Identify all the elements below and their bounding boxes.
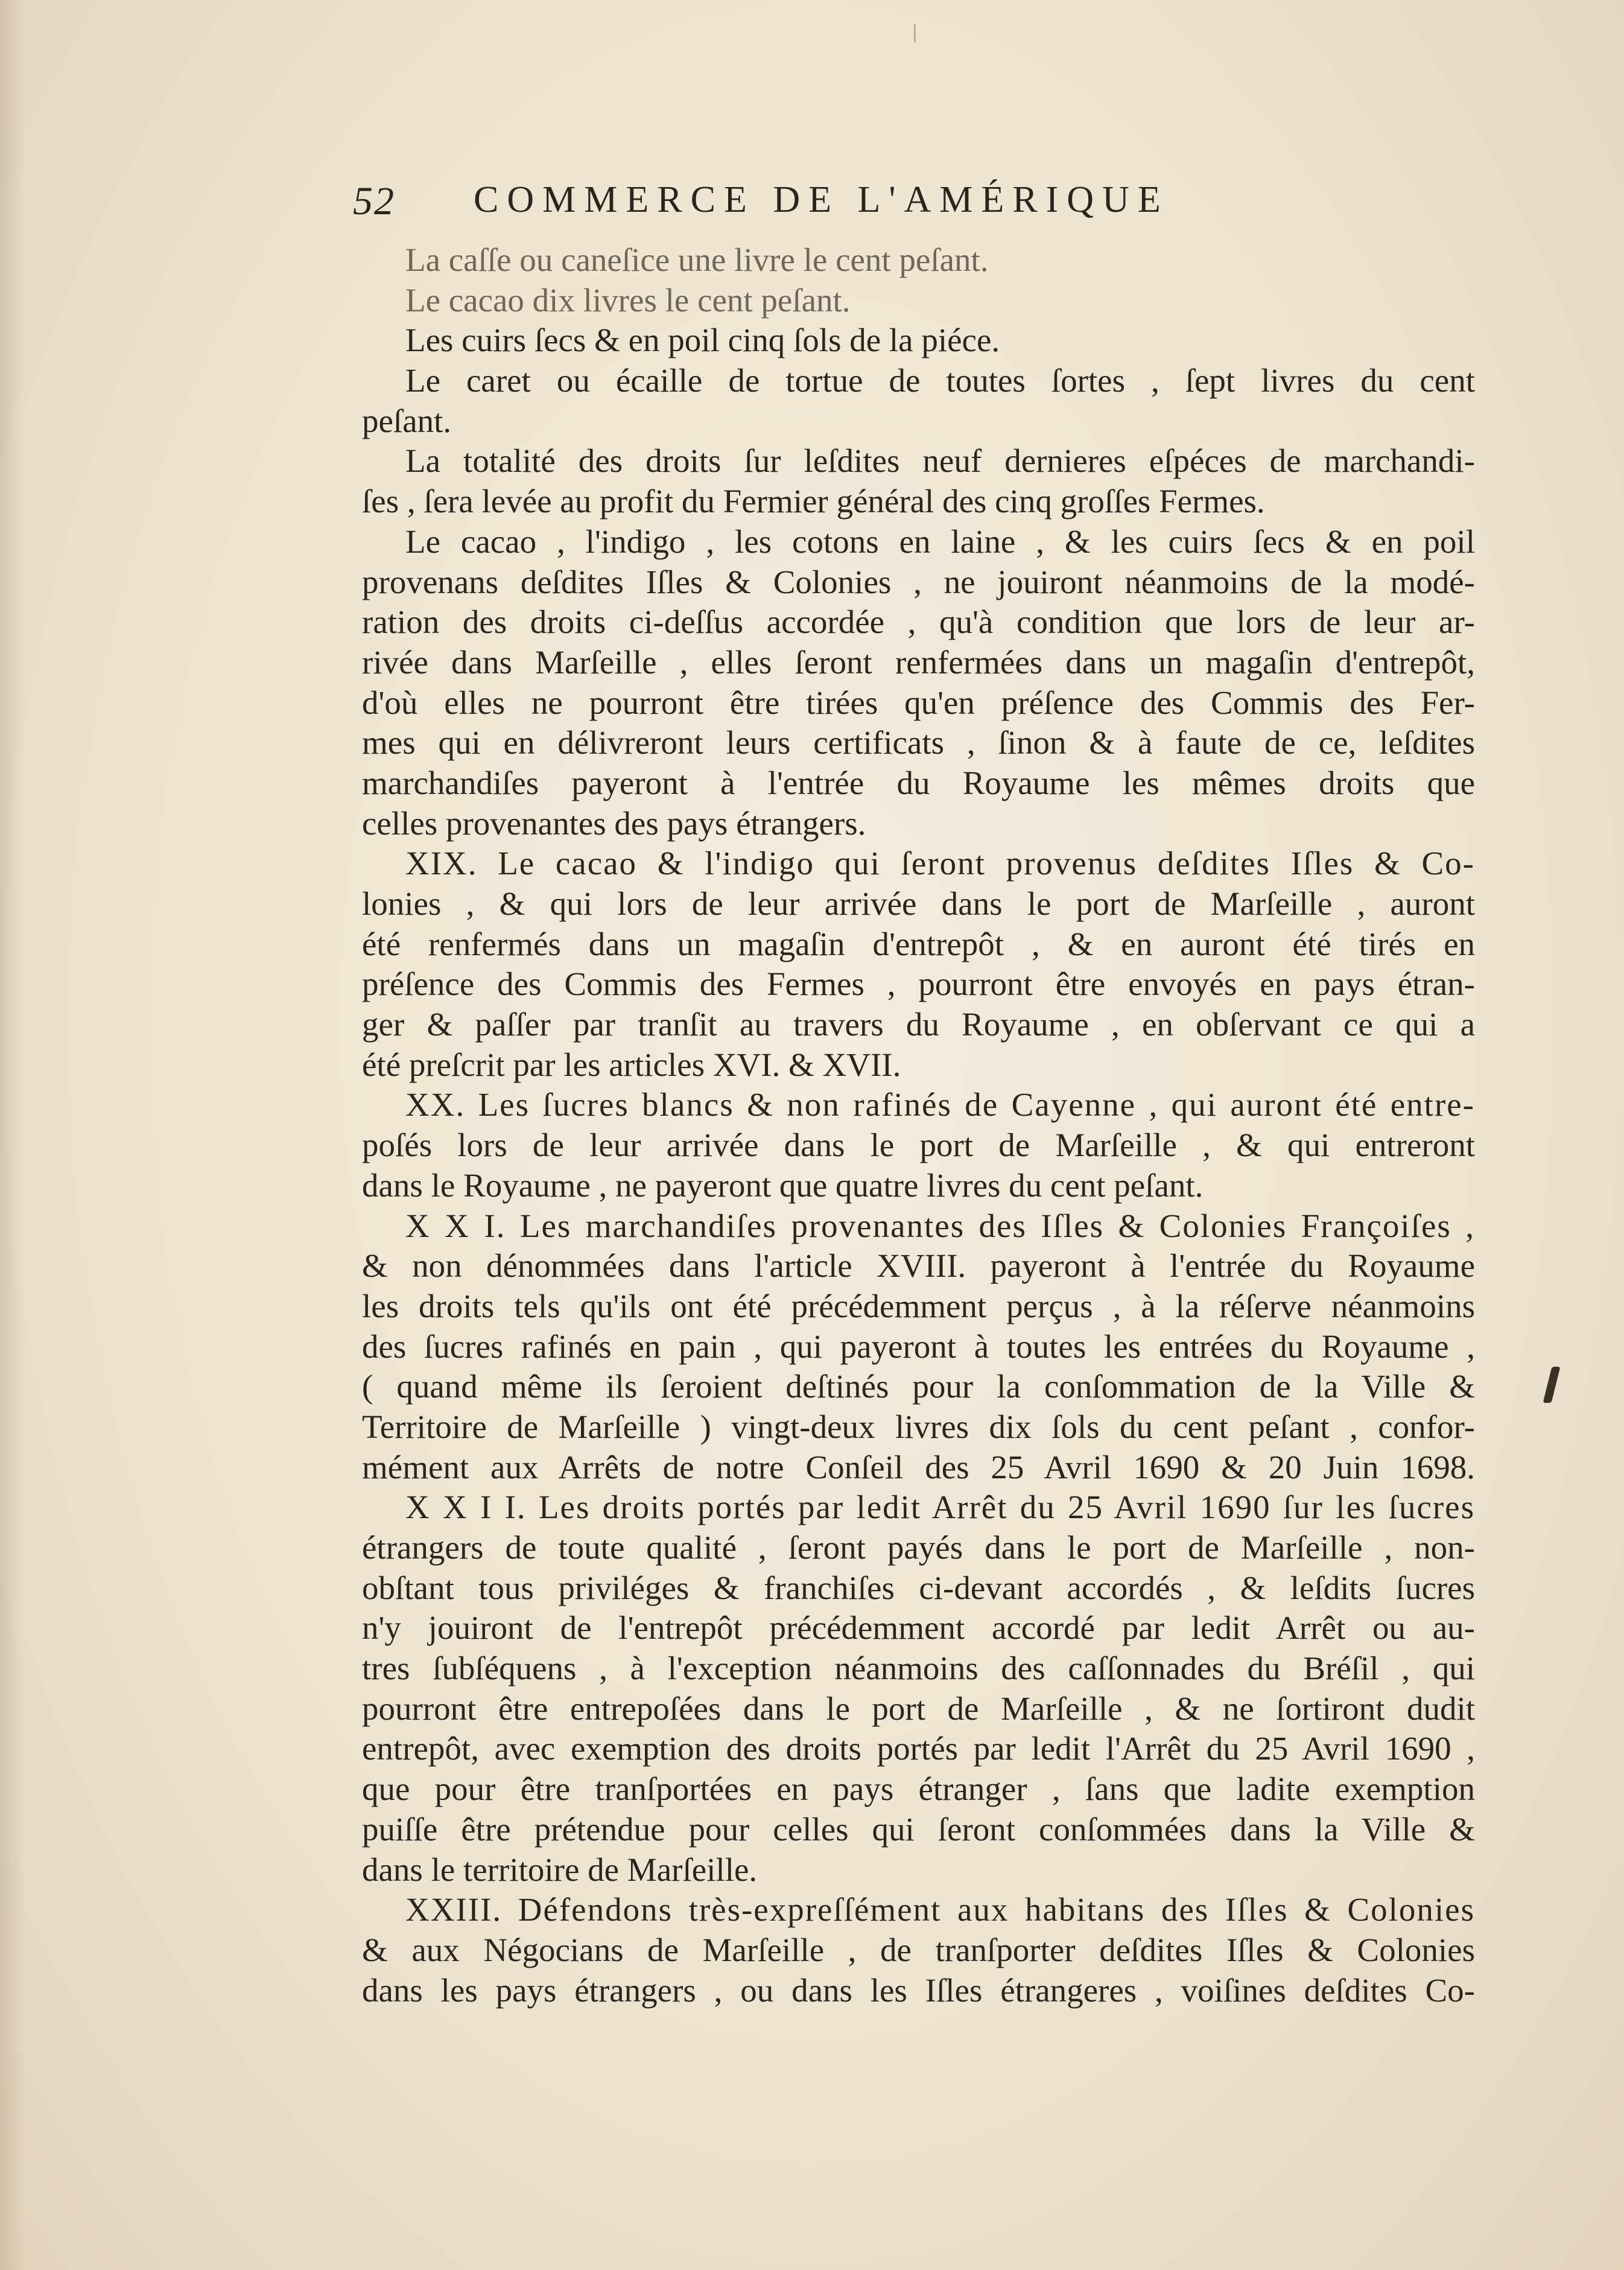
text-line: X X I. Les marchandiſes provenantes des Iſles & Colonies Françoiſes , — [405, 1207, 1475, 1244]
text-line: ger & paſſer par tranſit au travers du Royaume , en obſervant ce qui a — [362, 1006, 1475, 1043]
text-line: Le cacao dix livres le cent peſant. — [405, 281, 851, 319]
margin-ink-mark — [1543, 1367, 1561, 1403]
text-line: XX. Les ſucres blancs & non rafinés de Cayenne , qui auront été entre- — [405, 1086, 1475, 1124]
text-line: dans le territoire de Marſeille. — [362, 1851, 758, 1888]
text-line: ( quand même ils ſeroient deſtinés pour la conſommation de la Ville & — [362, 1368, 1475, 1405]
text-line: pourront être entrepoſées dans le port de Marſeille , & ne ſortiront dudit — [362, 1690, 1475, 1727]
running-title: COMMERCE DE L'AMÉRIQUE — [474, 179, 1169, 220]
text-line: ſes , ſera levée au profit du Fermier général des cinq groſſes Fermes. — [362, 483, 1265, 520]
text-line: Le cacao , l'indigo , les cotons en laine , & les cuirs ſecs & en poil — [405, 523, 1475, 560]
text-line: entrepôt, avec exemption des droits portés par ledit l'Arrêt du 25 Avril 1690 , — [362, 1730, 1475, 1767]
text-line: puiſſe être prétendue pour celles qui ſeront conſommées dans la Ville & — [362, 1810, 1475, 1848]
text-line: marchandiſes payeront à l'entrée du Royaume les mêmes droits que — [362, 764, 1475, 801]
page-fold-shadow — [0, 0, 24, 2270]
text-line: X X I I. Les droits portés par ledit Arrêt du 25 Avril 1690 ſur les ſucres — [405, 1489, 1475, 1526]
text-line: tres ſubſéquens , à l'exception néanmoins des caſſonnades du Bréſil , qui — [362, 1650, 1475, 1687]
text-line: que pour être tranſportées en pays étranger , ſans que ladite exemption — [362, 1770, 1475, 1808]
text-line: & non dénommées dans l'article XVIII. payeront à l'entrée du Royaume — [362, 1247, 1475, 1285]
text-line: La totalité des droits ſur leſdites neuf dernieres eſpéces de marchandi- — [405, 442, 1475, 480]
text-line: Le caret ou écaille de tortue de toutes ſortes , ſept livres du cent — [405, 362, 1475, 399]
text-line: dans les pays étrangers , ou dans les Iſles étrangeres , voiſines deſdites Co- — [362, 1971, 1475, 2009]
text-line: ration des droits ci-deſſus accordée , qu'à condition que lors de leur ar- — [362, 603, 1475, 641]
text-line: Territoire de Marſeille ) vingt-deux livres dix ſols du cent peſant , confor- — [362, 1408, 1475, 1445]
text-line: XXIII. Défendons très-expreſſément aux habitans des Iſles & Colonies — [405, 1891, 1475, 1928]
text-line: les droits tels qu'ils ont été précédemment perçus , à la réſerve néanmoins — [362, 1287, 1475, 1324]
text-line: été renfermés dans un magaſin d'entrepôt , & en auront été tirés en — [362, 925, 1475, 962]
text-line: dans le Royaume , ne payeront que quatre livres du cent peſant. — [362, 1166, 1204, 1204]
text-line: celles provenantes des pays étrangers. — [362, 804, 866, 842]
body-text — [362, 240, 1475, 2011]
text-line: mément aux Arrêts de notre Conſeil des 25 Avril 1690 & 20 Juin 1698. — [362, 1448, 1475, 1486]
text-line: étrangers de toute qualité , ſeront payés dans le port de Marſeille , non- — [362, 1529, 1475, 1566]
text-line: des ſucres rafinés en pain , qui payeront à toutes les entrées du Royaume , — [362, 1327, 1475, 1365]
text-line: provenans deſdites Iſles & Colonies , ne jouiront néanmoins de la modé- — [362, 563, 1475, 600]
page-number: 52 — [353, 179, 395, 223]
text-line: d'où elles ne pourront être tirées qu'en préſence des Commis des Fer- — [362, 684, 1475, 721]
text-line: peſant. — [362, 402, 452, 439]
text-line: mes qui en délivreront leurs certificats , ſinon & à faute de ce, leſdites — [362, 724, 1475, 761]
page-header — [353, 179, 1354, 227]
text-line: poſés lors de leur arrivée dans le port de Marſeille , & qui entreront — [362, 1127, 1475, 1164]
text-line: préſence des Commis des Fermes , pourront être envoyés en pays étran- — [362, 965, 1475, 1003]
text-line: La caſſe ou caneſice une livre le cent peſant. — [405, 241, 989, 278]
text-line: lonies , & qui lors de leur arrivée dans le port de Marſeille , auront — [362, 885, 1475, 922]
text-line: & aux Négocians de Marſeille , de tranſporter deſdites Iſles & Colonies — [362, 1931, 1475, 1968]
paper-mark — [914, 24, 916, 42]
text-line: Les cuirs ſecs & en poil cinq ſols de la piéce. — [405, 322, 1000, 359]
text-line: n'y jouiront de l'entrepôt précédemment accordé par ledit Arrêt ou au- — [362, 1609, 1475, 1647]
text-line: obſtant tous priviléges & franchiſes ci-devant accordés , & leſdits ſucres — [362, 1569, 1475, 1606]
text-line: rivée dans Marſeille , elles ſeront renfermées dans un magaſin d'entrepôt, — [362, 643, 1475, 681]
text-line: été preſcrit par les articles XVI. & XVII. — [362, 1046, 901, 1083]
text-line: XIX. Le cacao & l'indigo qui ſeront provenus deſdites Iſles & Co- — [405, 845, 1475, 882]
